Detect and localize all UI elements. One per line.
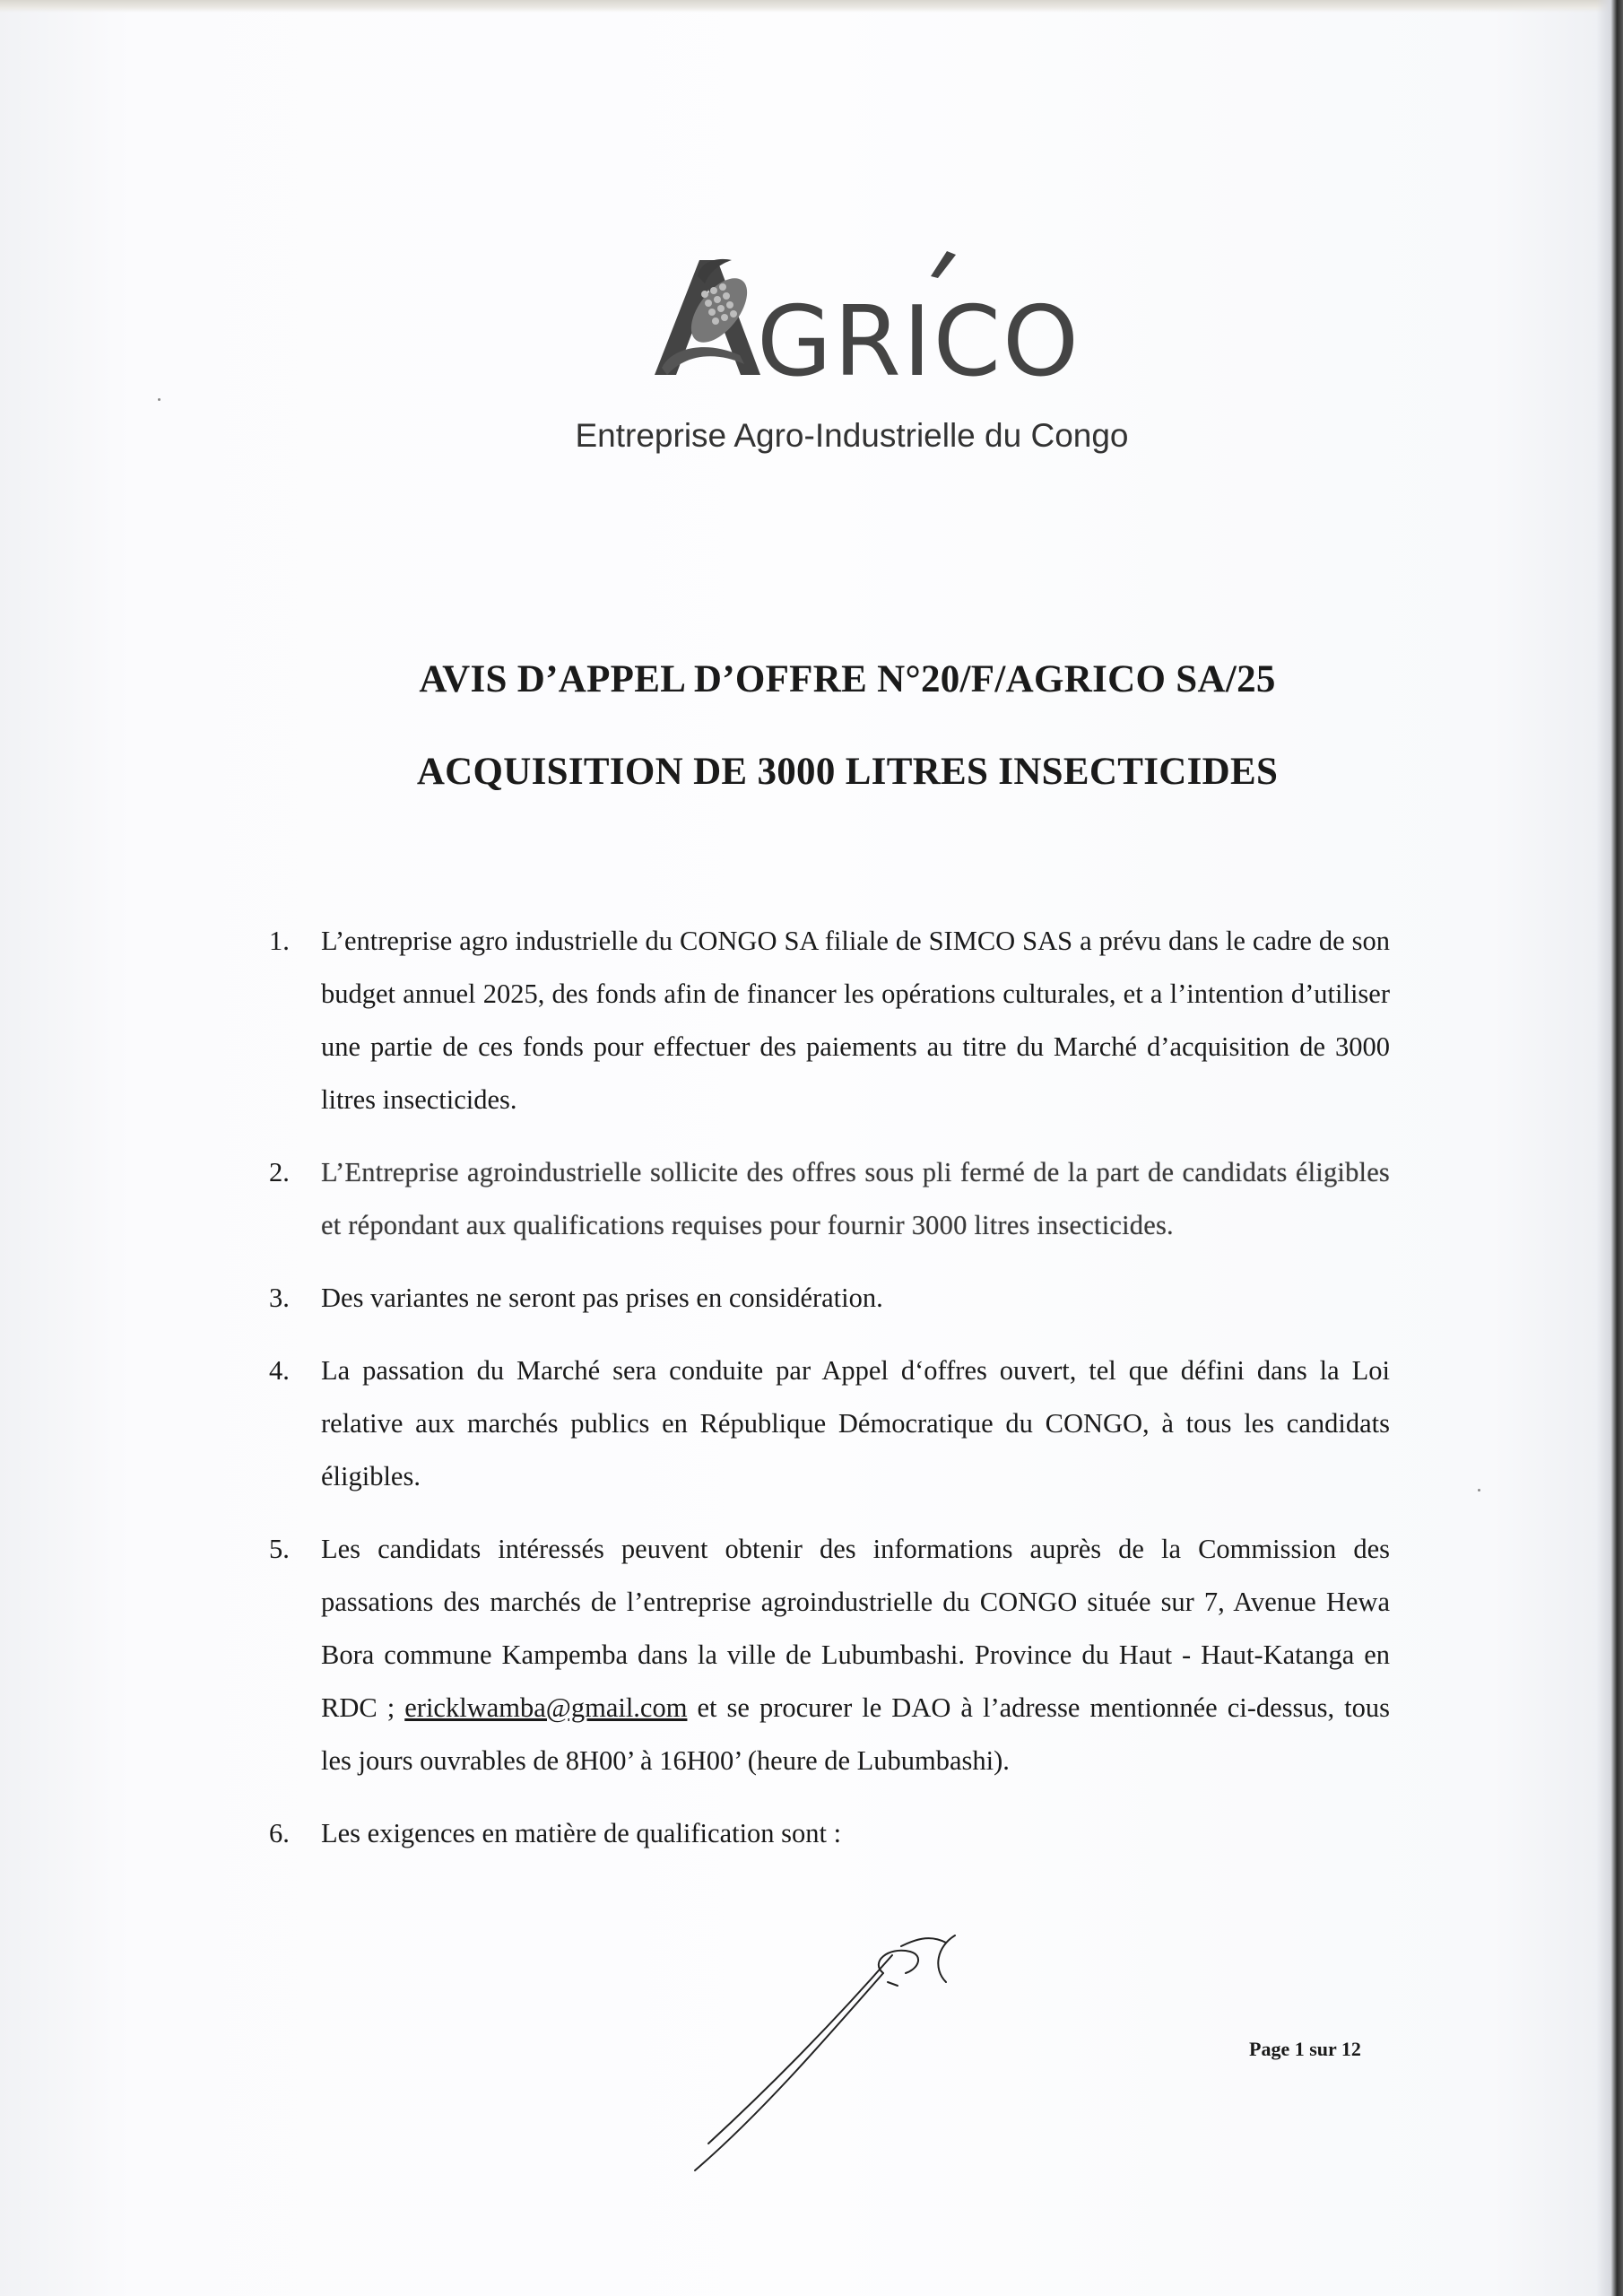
agrico-logo — [646, 240, 1094, 384]
page-number: Page 1 sur 12 — [1249, 2038, 1361, 2060]
item-number: 5. — [269, 1534, 290, 1564]
item-number: 1. — [269, 926, 290, 956]
agrico-logo-graphic — [646, 240, 1094, 384]
item-number: 3. — [269, 1283, 290, 1313]
list-item — [269, 1272, 1390, 1325]
item-text: Des variantes ne seront pas prises en considération. — [321, 1283, 883, 1313]
scan-right-edge — [1596, 0, 1623, 2296]
list-item — [269, 915, 1390, 1126]
item-number: 6. — [269, 1818, 290, 1848]
notice-list — [269, 915, 1390, 1880]
company-subtitle: Entreprise Agro-Industrielle du Congo — [575, 417, 1129, 454]
item-number: 4. — [269, 1355, 290, 1386]
item-text — [321, 1523, 1390, 1787]
list-item — [269, 1344, 1390, 1503]
item-text: La passation du Marché sera conduite par Appel d‘offres ouvert, tel que défini dans la Loi relative aux marchés publics en République Démocratique du CONGO, à tous les candidats éligibles. — [321, 1355, 1390, 1492]
item-text: L’Entreprise agroindustrielle sollicite des offres sous pli fermé de la part de candidats éligibles et répondant aux qualifications requises pour fournir 3000 litres insecticides. — [321, 1157, 1390, 1240]
item-number: 2. — [269, 1157, 290, 1187]
svg-text:GRICO: GRICO — [757, 286, 1081, 384]
scan-top-edge — [0, 0, 1623, 13]
item-text: L’entreprise agro industrielle du CONGO SA filiale de SIMCO SAS a prévu dans le cadre de son budget annuel 2025, des fonds afin de financer les opérations culturales, et a l’intention d’utiliser une partie de ces fonds pour effectuer des paiements au titre du Marché d’acquisition de 3000 litres insecticides. — [321, 926, 1390, 1115]
handwritten-signature — [677, 1919, 1018, 2188]
scan-speck — [1478, 1489, 1480, 1492]
list-item — [269, 1523, 1390, 1787]
item-text-part: et se procurer le DAO à l’adresse mentionnée ci-dessus, tous les jours ouvrables de 8H00’ à 16H00’ (heure de Lubumbashi). — [321, 1692, 1391, 1776]
list-item — [269, 1146, 1390, 1252]
item-text: Les exigences en matière de qualification sont : — [321, 1818, 842, 1848]
tender-title: AVIS D’APPEL D’OFFRE N°20/F/AGRICO SA/25 — [419, 658, 1276, 700]
scan-speck — [158, 398, 161, 401]
list-item — [269, 1807, 1390, 1860]
item-text-part: Les candidats intéressés peuvent obtenir des informations auprès de la Commission des passations des marchés de l’entreprise agroindustrielle du CONGO située sur 7, Avenue Hewa Bora commune Kampemba dans la ville de Lubumbashi. Province du Haut - Haut-Katanga en RDC ; — [321, 1534, 1390, 1723]
tender-subject: ACQUISITION DE 3000 LITRES INSECTICIDES — [416, 751, 1279, 793]
email-link[interactable]: ericklwamba@gmail.com — [404, 1692, 688, 1723]
